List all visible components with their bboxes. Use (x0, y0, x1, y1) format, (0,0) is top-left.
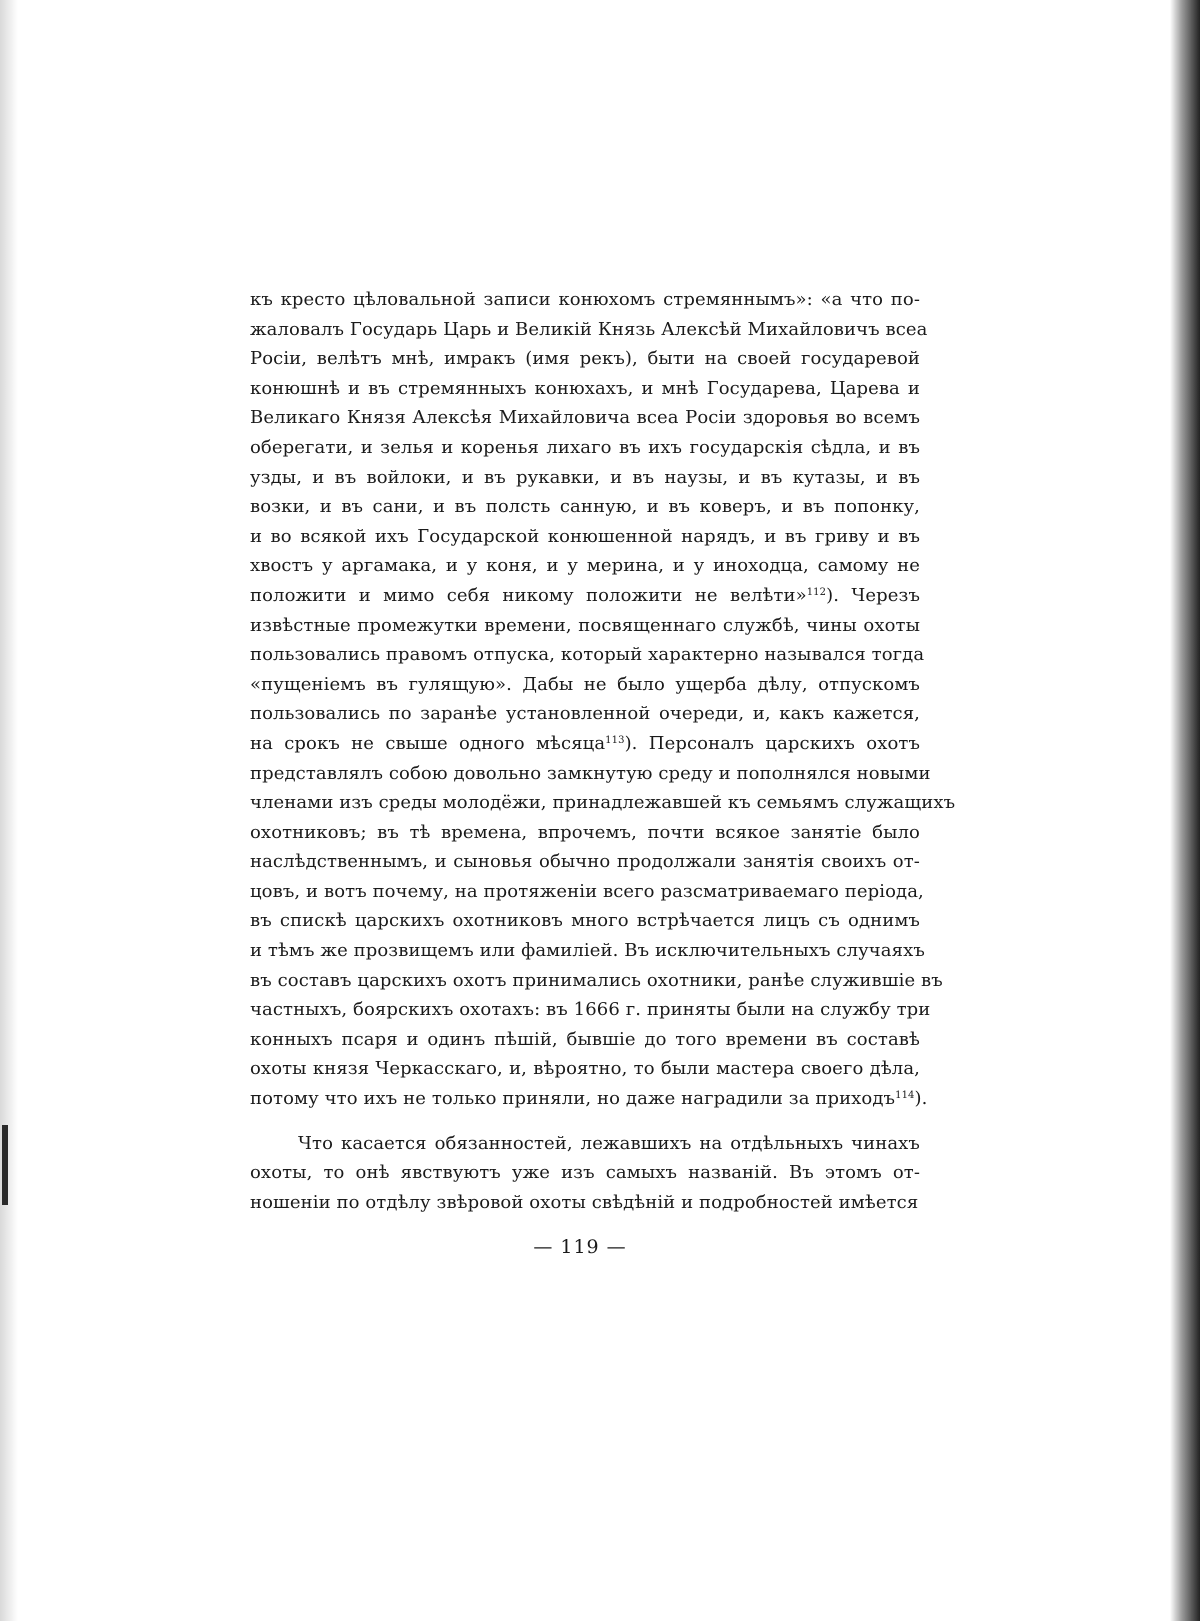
line-text: представлялъ собою довольно замкнутую среду и пополнялся новыми (250, 762, 931, 784)
text-line (250, 1084, 928, 1114)
scan-right-edge (1170, 0, 1200, 1621)
text-line (250, 551, 920, 581)
text-line (250, 344, 920, 374)
line-text: наслѣдственнымъ, и сыновья обычно продолжали занятія своихъ от- (250, 851, 920, 873)
page-text (250, 285, 956, 1217)
line-text: частныхъ, боярскихъ охотахъ: въ 1666 г. приняты были на службу три (250, 999, 931, 1021)
text-line (250, 285, 920, 315)
line-text: пользовались по заранѣе установленной очереди, и, какъ кажется, (250, 703, 920, 725)
text-line (250, 403, 920, 433)
line-text: оберегати, и зелья и коренья лихаго въ ихъ государскія сѣдла, и въ (250, 436, 920, 458)
line-text-after: ). Персоналъ царскихъ охотъ (624, 732, 921, 754)
line-text: возки, и въ сани, и въ полсть санную, и въ коверъ, и въ попонку, (250, 496, 920, 518)
line-text: потому что ихъ не только приняли, но даже наградили за приходъ (250, 1088, 896, 1110)
text-line (250, 1158, 920, 1188)
text-line (250, 1129, 920, 1159)
line-text: ношеніи по отдѣлу звѣровой охоты свѣдѣній и подробностей имѣется (250, 1191, 919, 1213)
line-text: хвостъ у аргамака, и у коня, и у мерина, и у иноходца, самому не (250, 555, 920, 577)
text-line (250, 670, 920, 700)
footnote-ref: 114 (895, 1090, 915, 1102)
line-text: членами изъ среды молодёжи, принадлежавшей къ семьямъ служащихъ (250, 792, 956, 814)
line-text: Росіи, велѣтъ мнѣ, имракъ (имя рекъ), быти на своей государевой (250, 348, 920, 370)
line-text: положити и мимо себя никому положити не велѣти» (250, 584, 807, 606)
line-text: Что касается обязанностей, лежавшихъ на отдѣльныхъ чинахъ (298, 1132, 920, 1154)
line-text: конныхъ псаря и одинъ пѣшій, бывшіе до того времени въ составѣ (250, 1028, 920, 1050)
page-number: — 119 — (533, 1236, 627, 1258)
line-text: жаловалъ Государь Царь и Великій Князь Алексѣй Михайловичъ всеа (250, 318, 928, 340)
paragraph-1 (250, 285, 956, 1114)
line-text: конюшнѣ и въ стремянныхъ конюхахъ, и мнѣ Государева, Царева и (250, 377, 920, 399)
text-line (250, 522, 920, 552)
line-text: охоты князя Черкасскаго, и, вѣроятно, то были мастера своего дѣла, (250, 1058, 920, 1080)
line-text: на срокъ не свыше одного мѣсяца (250, 732, 606, 754)
text-line (250, 995, 931, 1025)
text-line (250, 877, 924, 907)
line-text: охотниковъ; въ тѣ времена, впрочемъ, почти всякое занятіе было (250, 821, 920, 843)
text-line (250, 1188, 920, 1218)
text-line (250, 433, 920, 463)
text-line (250, 906, 920, 936)
line-text: цовъ, и вотъ почему, на протяженіи всего разсматриваемаго періода, (250, 880, 924, 902)
paragraph-2 (250, 1129, 920, 1218)
text-line (250, 640, 925, 670)
line-text: узды, и въ войлоки, и въ рукавки, и въ наузы, и въ кутазы, и въ (250, 466, 920, 488)
line-text: въ спискѣ царскихъ охотниковъ много встрѣчается лицъ съ однимъ (250, 910, 920, 932)
text-line (250, 966, 943, 996)
line-text: «пущеніемъ въ гулящую». Дабы не было ущерба дѣлу, отпускомъ (250, 673, 920, 695)
footnote-ref: 112 (806, 586, 827, 598)
line-text: пользовались правомъ отпуска, который характерно назывался тогда (250, 644, 925, 666)
line-text: въ составъ царскихъ охотъ принимались охотники, ранѣе служившіе въ (250, 969, 943, 991)
footnote-ref: 113 (605, 734, 625, 746)
text-line (250, 1025, 920, 1055)
text-line (250, 581, 920, 611)
text-line (250, 936, 925, 966)
text-line (250, 788, 956, 818)
line-text-after: ). Черезъ (826, 584, 920, 606)
line-text: къ кресто цѣловальной записи конюхомъ стремяннымъ»: «а что по- (250, 289, 920, 310)
text-line (250, 699, 920, 729)
line-text: и во всякой ихъ Государской конюшенной нарядъ, и въ гриву и въ (250, 525, 920, 547)
text-line (250, 315, 928, 345)
text-line (250, 492, 920, 522)
text-line (250, 1054, 920, 1084)
text-line (250, 818, 920, 848)
text-line (250, 759, 931, 789)
text-line (250, 729, 920, 759)
text-line (250, 611, 920, 641)
line-text: извѣстные промежутки времени, посвященнаго службѣ, чины охоты (250, 614, 920, 636)
line-text: Великаго Князя Алексѣя Михайловича всеа Росіи здоровья во всемъ (250, 407, 920, 429)
text-line (250, 374, 920, 404)
line-text-after: ). (914, 1088, 928, 1110)
text-line (250, 463, 920, 493)
line-text: и тѣмъ же прозвищемъ или фамиліей. Въ исключительныхъ случаяхъ (250, 940, 925, 962)
text-line (250, 847, 920, 877)
scan-edge-mark (2, 1125, 8, 1205)
line-text: охоты, то онѣ явствуютъ уже изъ самыхъ названій. Въ этомъ от- (250, 1162, 920, 1184)
scan-left-edge (0, 0, 18, 1621)
